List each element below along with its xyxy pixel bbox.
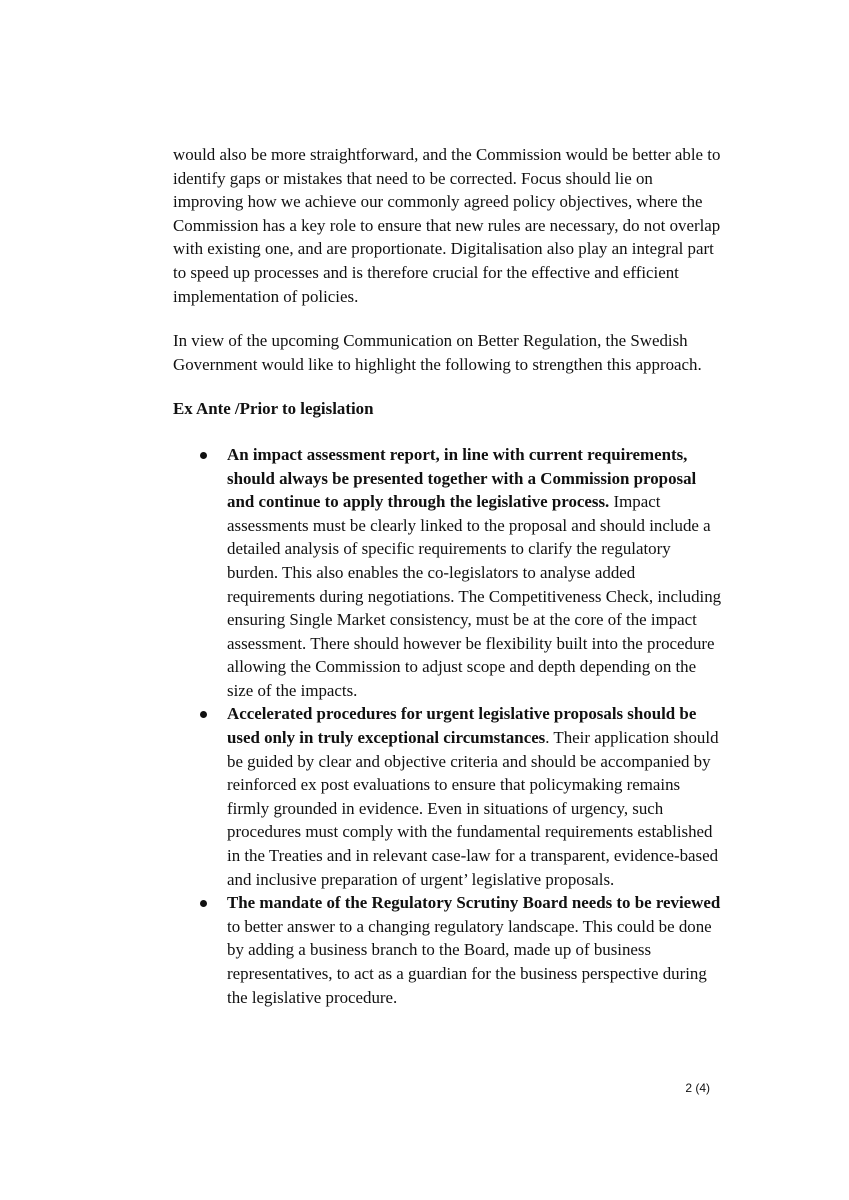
bullet-lead-text: The mandate of the Regulatory Scrutiny Board needs to be reviewed	[227, 893, 721, 913]
bullet-lead-text: An impact assessment report, in line with current requirements, should always be presented together with a Commission proposal and continue to apply through the legislative process.	[227, 444, 697, 512]
bullet-body-text: Impact assessments must be clearly linked to the proposal and should include a detailed analysis of specific requirements to clarify the regulatory burden. This also enables the co-legislators to analyse added requirements during negotiations. The Competitiveness Check, including ensuring Single Market consistency, must be at the core of the impact assessment. There should however be flexibility built into the procedure allowing the Commission to adjust scope and depth depending on the size of the impacts.	[227, 492, 722, 700]
bullet-dot-icon	[200, 900, 207, 907]
bullet-item	[227, 443, 725, 703]
page-number: 2 (4)	[685, 1081, 710, 1095]
bullet-list	[173, 443, 725, 1009]
section-heading: Ex Ante /Prior to legislation	[173, 399, 374, 419]
document-body	[173, 143, 725, 1009]
body-paragraph: In view of the upcoming Communication on Better Regulation, the Swedish Government would like to highlight the following to strengthen this approach.	[173, 331, 702, 374]
bullet-dot-icon	[200, 711, 207, 718]
bullet-body-text: to better answer to a changing regulatory landscape. This could be done by adding a business branch to the Board, made up of business representatives, to act as a guardian for the business perspective during the legislative procedure.	[227, 916, 712, 1007]
bullet-body-text: . Their application should be guided by clear and objective criteria and should be accompanied by reinforced ex post evaluations to ensure that policymaking remains firmly grounded in evidence. Even in situations of urgency, such procedures must comply with the fundamental requirements established in the Treaties and in relevant case-law for a transparent, evidence-based and inclusive preparation of urgent’ legislative proposals.	[227, 728, 719, 889]
bullet-item	[227, 702, 725, 891]
bullet-lead-text: Accelerated procedures for urgent legislative proposals should be used only in truly exceptional circumstances	[227, 704, 697, 748]
bullet-item	[227, 891, 725, 1009]
body-paragraph: would also be more straightforward, and the Commission would be better able to identify gaps or mistakes that need to be corrected. Focus should lie on improving how we achieve our commonly agreed policy objectives, where the Commission has a key role to ensure that new rules are necessary, do not overlap with existing one, and are proportionate. Digitalisation also play an integral part to speed up processes and is therefore crucial for the effective and efficient implementation of policies.	[173, 145, 721, 306]
bullet-dot-icon	[200, 452, 207, 459]
